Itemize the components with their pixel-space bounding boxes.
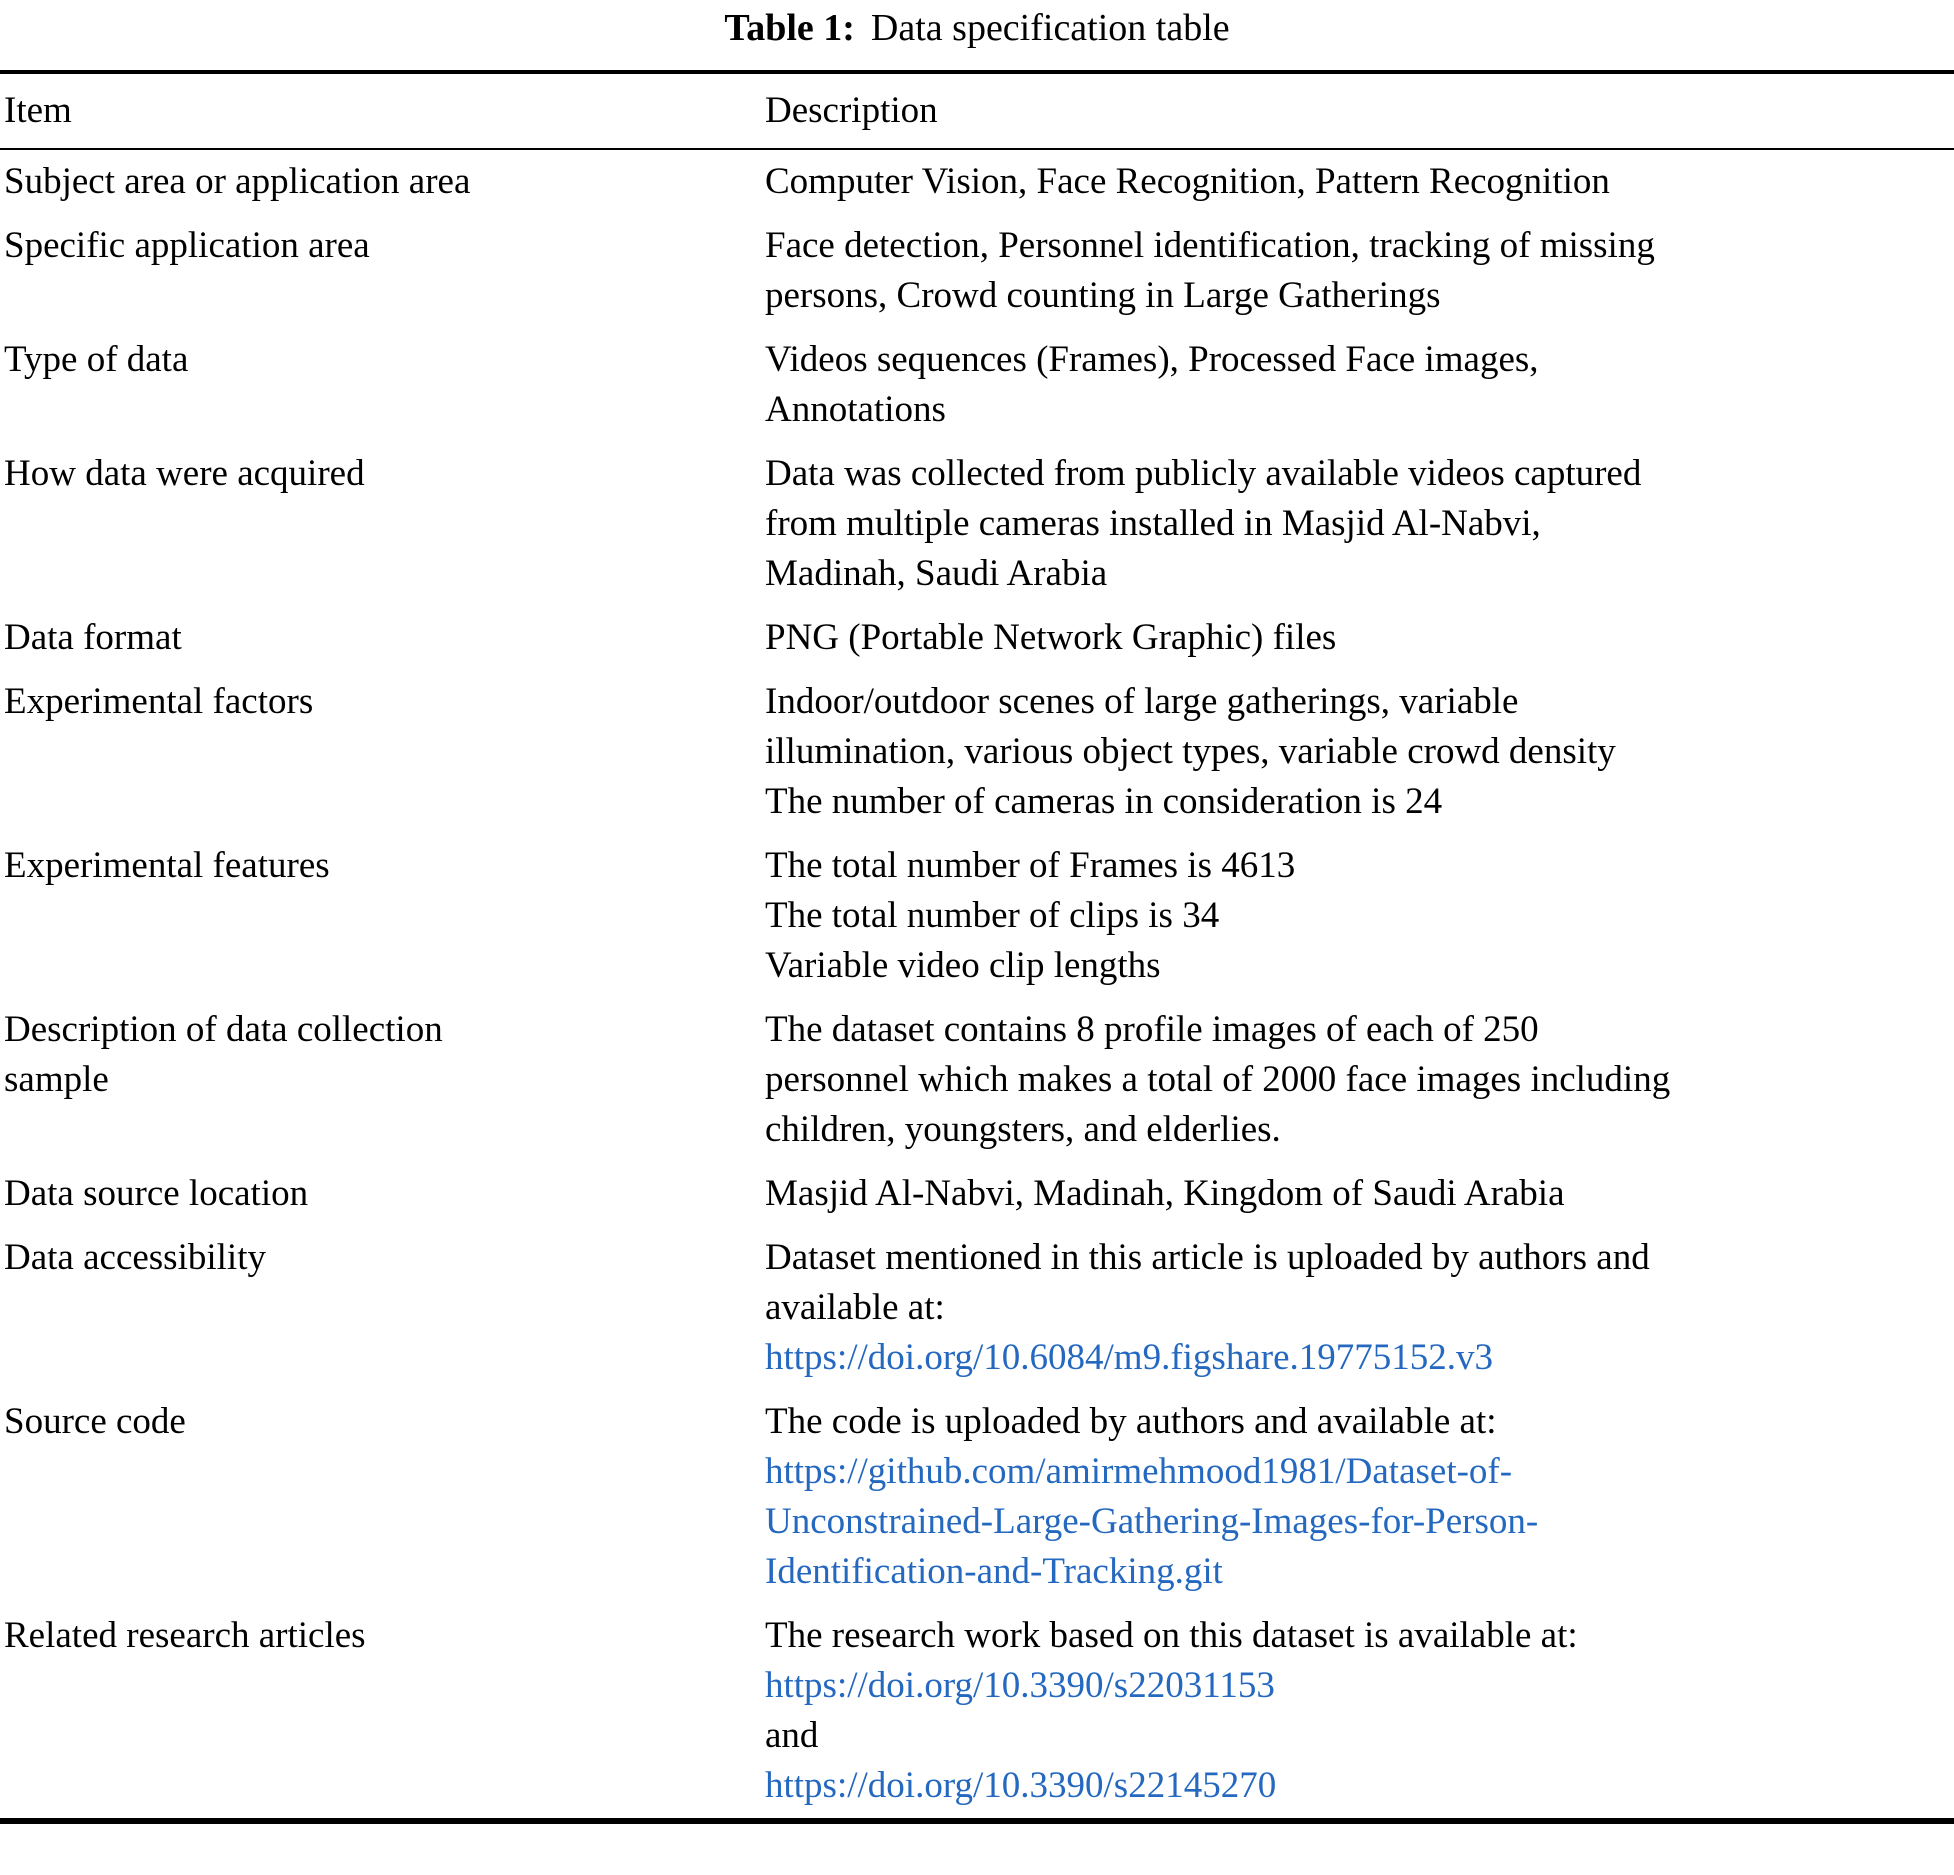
table-caption-text: Data specification table <box>870 7 1230 49</box>
table-row <box>0 606 1954 670</box>
item-cell <box>0 613 765 663</box>
data-specification-table <box>0 70 1954 1824</box>
item-line: Specific application area <box>4 225 370 266</box>
item-line: Experimental features <box>4 845 330 886</box>
description-line: persons, Crowd counting in Large Gatherings <box>765 275 1441 316</box>
external-link[interactable]: https://doi.org/10.3390/s22145270 <box>765 1765 1277 1806</box>
description-line: children, youngsters, and elderlies. <box>765 1109 1281 1150</box>
description-cell <box>765 221 1954 321</box>
description-line: and <box>765 1715 819 1756</box>
item-line: Data accessibility <box>4 1237 266 1278</box>
description-cell <box>765 1611 1954 1811</box>
item-cell <box>0 449 765 599</box>
item-cell <box>0 1611 765 1811</box>
description-cell <box>765 841 1954 991</box>
description-line: Dataset mentioned in this article is uploaded by authors and <box>765 1237 1650 1278</box>
column-header-description: Description <box>765 90 938 131</box>
table-row <box>0 442 1954 606</box>
item-line: Data source location <box>4 1173 309 1214</box>
description-cell <box>765 677 1954 827</box>
external-link[interactable]: https://doi.org/10.6084/m9.figshare.19775152.v3 <box>765 1337 1493 1378</box>
table-header-row <box>0 74 1954 150</box>
item-cell <box>0 221 765 321</box>
external-link[interactable]: Identification-and-Tracking.git <box>765 1551 1223 1592</box>
description-line: The dataset contains 8 profile images of each of 250 <box>765 1009 1539 1050</box>
description-line: Masjid Al-Nabvi, Madinah, Kingdom of Saudi Arabia <box>765 1173 1565 1214</box>
item-cell <box>0 335 765 435</box>
description-line: The total number of clips is 34 <box>765 895 1220 936</box>
description-line: available at: <box>765 1287 945 1328</box>
table-row <box>0 1604 1954 1818</box>
description-cell <box>765 335 1954 435</box>
description-line: Variable video clip lengths <box>765 945 1161 986</box>
description-line: personnel which makes a total of 2000 face images including <box>765 1059 1671 1100</box>
description-line: Data was collected from publicly available videos captured <box>765 453 1642 494</box>
table-row <box>0 1162 1954 1226</box>
table-row <box>0 214 1954 328</box>
description-line: Indoor/outdoor scenes of large gatherings, variable <box>765 681 1519 722</box>
item-cell <box>0 677 765 827</box>
table-body <box>0 150 1954 1818</box>
item-cell <box>0 1233 765 1383</box>
description-line: The total number of Frames is 4613 <box>765 845 1296 886</box>
item-cell <box>0 1005 765 1155</box>
table-row <box>0 328 1954 442</box>
item-cell <box>0 1397 765 1597</box>
table-row <box>0 998 1954 1162</box>
external-link[interactable]: https://doi.org/10.3390/s22031153 <box>765 1665 1275 1706</box>
description-line: The number of cameras in consideration is 24 <box>765 781 1443 822</box>
item-cell <box>0 841 765 991</box>
external-link[interactable]: Unconstrained-Large-Gathering-Images-for-Person- <box>765 1501 1539 1542</box>
description-line: The research work based on this dataset is available at: <box>765 1615 1578 1656</box>
item-line: How data were acquired <box>4 453 365 494</box>
item-line: Type of data <box>4 339 189 380</box>
description-cell <box>765 1005 1954 1155</box>
description-line: Face detection, Personnel identification, tracking of missing <box>765 225 1655 266</box>
table-caption <box>0 2 1954 54</box>
table-row <box>0 150 1954 214</box>
table-row <box>0 1226 1954 1390</box>
item-line: Subject area or application area <box>4 161 471 202</box>
description-cell <box>765 1169 1954 1219</box>
description-line: from multiple cameras installed in Masjid Al-Nabvi, <box>765 503 1541 544</box>
description-line: Videos sequences (Frames), Processed Face images, <box>765 339 1539 380</box>
item-line: Related research articles <box>4 1615 366 1656</box>
description-cell <box>765 1233 1954 1383</box>
description-cell <box>765 1397 1954 1597</box>
item-cell <box>0 1169 765 1219</box>
description-cell <box>765 157 1954 207</box>
description-line: PNG (Portable Network Graphic) files <box>765 617 1337 658</box>
item-line: Source code <box>4 1401 186 1442</box>
column-header-item: Item <box>4 90 72 131</box>
description-line: Madinah, Saudi Arabia <box>765 553 1108 594</box>
table-row <box>0 670 1954 834</box>
description-line: The code is uploaded by authors and available at: <box>765 1401 1497 1442</box>
description-line: Annotations <box>765 389 946 430</box>
item-line: Experimental factors <box>4 681 314 722</box>
table-caption-label: Table 1: <box>724 7 855 49</box>
item-cell <box>0 157 765 207</box>
description-line: illumination, various object types, variable crowd density <box>765 731 1616 772</box>
description-cell <box>765 613 1954 663</box>
item-line: Data format <box>4 617 182 658</box>
description-line: Computer Vision, Face Recognition, Pattern Recognition <box>765 161 1610 202</box>
description-cell <box>765 449 1954 599</box>
external-link[interactable]: https://github.com/amirmehmood1981/Dataset-of- <box>765 1451 1513 1492</box>
item-line: sample <box>4 1059 109 1100</box>
table-row <box>0 834 1954 998</box>
item-line: Description of data collection <box>4 1009 443 1050</box>
table-row <box>0 1390 1954 1604</box>
